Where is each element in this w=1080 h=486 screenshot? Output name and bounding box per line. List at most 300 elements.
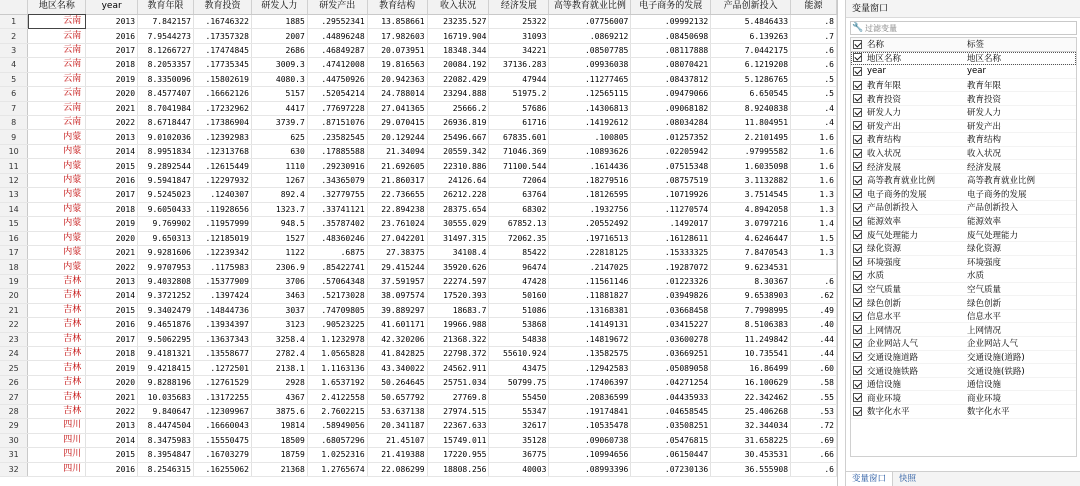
table-cell[interactable]: 71100.544 (489, 159, 549, 173)
variable-row[interactable] (851, 79, 1076, 93)
table-cell[interactable]: 55347 (489, 404, 549, 418)
table-cell[interactable]: .1240307 (193, 188, 251, 202)
table-cell[interactable]: 6.650545 (711, 87, 791, 101)
table-cell[interactable]: 27.38375 (367, 245, 427, 259)
table-cell[interactable]: 1.0252316 (307, 448, 367, 462)
column-header[interactable]: 经济发展 (489, 0, 549, 14)
table-row[interactable] (0, 390, 837, 404)
table-cell[interactable]: .08993396 (549, 462, 631, 476)
table-cell[interactable]: 2019 (86, 361, 138, 375)
table-cell[interactable]: .03668458 (631, 303, 711, 317)
column-header[interactable]: 研发人力 (251, 0, 307, 14)
row-number[interactable]: 3 (0, 43, 28, 57)
table-cell[interactable]: 22.736655 (367, 188, 427, 202)
variable-row[interactable] (851, 92, 1076, 106)
table-cell[interactable]: 2022 (86, 116, 138, 130)
cell-region[interactable]: 内蒙 (28, 130, 86, 144)
variable-checkbox[interactable] (853, 176, 862, 185)
row-number[interactable]: 31 (0, 448, 28, 462)
table-cell[interactable]: .52173028 (307, 289, 367, 303)
table-cell[interactable]: .10719926 (631, 188, 711, 202)
row-number[interactable]: 22 (0, 318, 28, 332)
table-cell[interactable]: 72062.35 (489, 231, 549, 245)
table-cell[interactable]: .53 (791, 404, 837, 418)
table-cell[interactable]: 625 (251, 130, 307, 144)
table-cell[interactable]: 18683.7 (427, 303, 489, 317)
table-cell[interactable]: 54838 (489, 332, 549, 346)
table-cell[interactable]: 16.86499 (711, 361, 791, 375)
variable-list[interactable] (850, 37, 1077, 457)
table-cell[interactable]: .2147025 (549, 260, 631, 274)
table-cell[interactable]: .16746322 (193, 14, 251, 28)
table-cell[interactable]: 2.2101495 (711, 130, 791, 144)
table-cell[interactable]: 2017 (86, 43, 138, 57)
cell-region[interactable]: 四川 (28, 448, 86, 462)
table-cell[interactable]: .10535478 (549, 419, 631, 433)
variable-checkbox[interactable] (853, 217, 862, 226)
table-cell[interactable]: 31.658225 (711, 433, 791, 447)
variable-checkbox[interactable] (853, 298, 862, 307)
table-cell[interactable]: 2013 (86, 130, 138, 144)
table-cell[interactable]: 24.788014 (367, 87, 427, 101)
table-cell[interactable]: 26212.228 (427, 188, 489, 202)
cell-region[interactable]: 四川 (28, 433, 86, 447)
cell-region[interactable]: 吉林 (28, 375, 86, 389)
table-row[interactable] (0, 130, 837, 144)
variable-checkbox[interactable] (853, 67, 862, 76)
table-row[interactable] (0, 303, 837, 317)
table-cell[interactable]: 31497.315 (427, 231, 489, 245)
table-cell[interactable]: 3123 (251, 318, 307, 332)
filter-box[interactable] (850, 21, 1077, 35)
table-cell[interactable]: .33741121 (307, 202, 367, 216)
table-cell[interactable]: .4 (791, 116, 837, 130)
table-cell[interactable]: .34365079 (307, 173, 367, 187)
table-cell[interactable]: 9.3721252 (138, 289, 194, 303)
table-cell[interactable]: 36775 (489, 448, 549, 462)
table-row[interactable] (0, 332, 837, 346)
table-cell[interactable]: .12297932 (193, 173, 251, 187)
cell-region[interactable]: 内蒙 (28, 245, 86, 259)
cell-region[interactable]: 吉林 (28, 347, 86, 361)
cell-region[interactable]: 四川 (28, 462, 86, 476)
table-cell[interactable]: 1.3 (791, 188, 837, 202)
table-cell[interactable]: 37136.283 (489, 58, 549, 72)
table-cell[interactable]: 21.45107 (367, 433, 427, 447)
table-cell[interactable]: .17474845 (193, 43, 251, 57)
table-cell[interactable]: 1.6 (791, 144, 837, 158)
table-cell[interactable]: 1.3 (791, 202, 837, 216)
table-cell[interactable]: .04271254 (631, 375, 711, 389)
table-cell[interactable]: .12313768 (193, 144, 251, 158)
table-cell[interactable]: 55450 (489, 390, 549, 404)
table-cell[interactable]: 21.860317 (367, 173, 427, 187)
row-number[interactable]: 26 (0, 375, 28, 389)
table-cell[interactable]: 19.816563 (367, 58, 427, 72)
table-cell[interactable]: .03415227 (631, 318, 711, 332)
table-cell[interactable]: 1323.7 (251, 202, 307, 216)
table-cell[interactable]: .68057296 (307, 433, 367, 447)
row-number[interactable]: 16 (0, 231, 28, 245)
table-cell[interactable]: 30.453531 (711, 448, 791, 462)
variable-checkbox[interactable] (853, 94, 862, 103)
table-cell[interactable]: 17520.393 (427, 289, 489, 303)
tab-variables[interactable]: 变量窗口 (846, 472, 893, 486)
table-cell[interactable]: 9.2892544 (138, 159, 194, 173)
cell-region[interactable]: 内蒙 (28, 159, 86, 173)
table-cell[interactable]: .12392983 (193, 130, 251, 144)
table-cell[interactable]: 1267 (251, 173, 307, 187)
variable-row[interactable] (851, 310, 1076, 324)
table-cell[interactable]: .1397424 (193, 289, 251, 303)
table-cell[interactable]: .14149131 (549, 318, 631, 332)
table-cell[interactable]: 40003 (489, 462, 549, 476)
table-cell[interactable]: 41.601171 (367, 318, 427, 332)
table-cell[interactable]: 8.2053357 (138, 58, 194, 72)
table-cell[interactable]: 10.035683 (138, 390, 194, 404)
table-cell[interactable]: 3.1132882 (711, 173, 791, 187)
table-cell[interactable]: 9.6538903 (711, 289, 791, 303)
table-cell[interactable]: 8.2546315 (138, 462, 194, 476)
variable-row[interactable] (851, 120, 1076, 134)
table-cell[interactable]: .09060738 (549, 433, 631, 447)
cell-region[interactable]: 内蒙 (28, 144, 86, 158)
row-number[interactable]: 12 (0, 173, 28, 187)
column-header[interactable]: 教育投资 (193, 0, 251, 14)
table-cell[interactable]: 18348.344 (427, 43, 489, 57)
row-number[interactable]: 21 (0, 303, 28, 317)
table-cell[interactable]: 2015 (86, 303, 138, 317)
table-cell[interactable]: .07515348 (631, 159, 711, 173)
table-cell[interactable]: 3875.6 (251, 404, 307, 418)
table-cell[interactable]: 9.5245023 (138, 188, 194, 202)
table-cell[interactable]: .57064348 (307, 274, 367, 288)
table-cell[interactable]: 6.1219208 (711, 58, 791, 72)
variable-checkbox[interactable] (853, 162, 862, 171)
row-number[interactable]: 2 (0, 29, 28, 43)
table-cell[interactable]: 2.7602215 (307, 404, 367, 418)
table-cell[interactable]: .66 (791, 448, 837, 462)
table-cell[interactable]: .15377909 (193, 274, 251, 288)
table-cell[interactable]: 1.1232978 (307, 332, 367, 346)
table-cell[interactable]: .13637343 (193, 332, 251, 346)
table-cell[interactable]: 50.264645 (367, 375, 427, 389)
table-cell[interactable]: .77697228 (307, 101, 367, 115)
variable-row[interactable] (851, 296, 1076, 310)
row-number[interactable]: 9 (0, 130, 28, 144)
row-number[interactable]: 13 (0, 188, 28, 202)
row-number[interactable]: 8 (0, 116, 28, 130)
row-number[interactable]: 29 (0, 419, 28, 433)
table-cell[interactable]: .46849287 (307, 43, 367, 57)
table-row[interactable] (0, 87, 837, 101)
variable-checkbox[interactable] (853, 284, 862, 293)
table-cell[interactable]: .18279516 (549, 173, 631, 187)
table-cell[interactable]: 43475 (489, 361, 549, 375)
table-cell[interactable]: 9.5941847 (138, 173, 194, 187)
variable-checkbox[interactable] (853, 203, 862, 212)
table-cell[interactable]: .08070421 (631, 58, 711, 72)
table-row[interactable] (0, 433, 837, 447)
table-cell[interactable]: 19966.988 (427, 318, 489, 332)
table-cell[interactable]: 1.6537192 (307, 375, 367, 389)
column-header[interactable]: 电子商务的发展 (631, 0, 711, 14)
table-cell[interactable]: 85422 (489, 245, 549, 259)
table-cell[interactable]: 29.415244 (367, 260, 427, 274)
table-cell[interactable]: .07230136 (631, 462, 711, 476)
table-cell[interactable]: 4.6246447 (711, 231, 791, 245)
column-header[interactable]: 高等教育就业比例 (549, 0, 631, 14)
table-cell[interactable]: 3009.3 (251, 58, 307, 72)
table-cell[interactable]: 2018 (86, 347, 138, 361)
variable-row[interactable] (851, 147, 1076, 161)
table-cell[interactable]: 9.4218415 (138, 361, 194, 375)
variable-row[interactable] (851, 52, 1076, 66)
column-header[interactable]: 研发产出 (307, 0, 367, 14)
table-cell[interactable]: 20.073951 (367, 43, 427, 57)
table-cell[interactable]: 21.419388 (367, 448, 427, 462)
table-cell[interactable]: 2020 (86, 231, 138, 245)
cell-region[interactable]: 吉林 (28, 332, 86, 346)
table-cell[interactable]: 8.30367 (711, 274, 791, 288)
cell-region[interactable]: 吉林 (28, 303, 86, 317)
table-cell[interactable]: 2016 (86, 173, 138, 187)
table-cell[interactable]: 1.6 (791, 159, 837, 173)
variable-row[interactable] (851, 65, 1076, 79)
table-cell[interactable]: .7 (791, 29, 837, 43)
table-cell[interactable]: 2928 (251, 375, 307, 389)
table-cell[interactable]: .6 (791, 274, 837, 288)
table-cell[interactable]: .11957999 (193, 217, 251, 231)
table-cell[interactable]: .11277465 (549, 72, 631, 86)
table-cell[interactable]: .12615449 (193, 159, 251, 173)
table-cell[interactable]: 68302 (489, 202, 549, 216)
table-row[interactable] (0, 347, 837, 361)
table-cell[interactable]: 22367.633 (427, 419, 489, 433)
table-cell[interactable]: .1614436 (549, 159, 631, 173)
table-cell[interactable]: 7.0442175 (711, 43, 791, 57)
table-cell[interactable]: .14844736 (193, 303, 251, 317)
variable-checkbox[interactable] (853, 271, 862, 280)
cell-region[interactable]: 吉林 (28, 289, 86, 303)
table-cell[interactable]: 2021 (86, 245, 138, 259)
table-cell[interactable]: 1122 (251, 245, 307, 259)
row-number[interactable]: 27 (0, 390, 28, 404)
table-row[interactable] (0, 217, 837, 231)
variable-checkbox[interactable] (853, 407, 862, 416)
table-cell[interactable]: 9.4651876 (138, 318, 194, 332)
table-row[interactable] (0, 72, 837, 86)
table-cell[interactable]: 9.9707953 (138, 260, 194, 274)
column-header[interactable]: 收入状况 (427, 0, 489, 14)
table-cell[interactable]: .13934397 (193, 318, 251, 332)
table-cell[interactable]: 2013 (86, 14, 138, 28)
cell-region[interactable]: 内蒙 (28, 202, 86, 216)
table-cell[interactable]: 8.3954847 (138, 448, 194, 462)
table-cell[interactable]: 17.982603 (367, 29, 427, 43)
table-cell[interactable]: 2138.1 (251, 361, 307, 375)
cell-region[interactable]: 云南 (28, 43, 86, 57)
table-cell[interactable]: .35787402 (307, 217, 367, 231)
table-cell[interactable]: 1.4 (791, 217, 837, 231)
table-cell[interactable]: 23.761024 (367, 217, 427, 231)
cell-region[interactable]: 吉林 (28, 361, 86, 375)
table-cell[interactable]: 10.735541 (711, 347, 791, 361)
table-cell[interactable]: 2019 (86, 217, 138, 231)
table-row[interactable] (0, 462, 837, 476)
row-number[interactable]: 7 (0, 101, 28, 115)
variable-row[interactable] (851, 283, 1076, 297)
variable-row[interactable] (851, 133, 1076, 147)
cell-region[interactable]: 吉林 (28, 274, 86, 288)
table-cell[interactable]: .20836599 (549, 390, 631, 404)
table-cell[interactable]: 2019 (86, 72, 138, 86)
table-cell[interactable]: 22310.886 (427, 159, 489, 173)
table-cell[interactable]: .87151076 (307, 116, 367, 130)
table-cell[interactable]: 25666.2 (427, 101, 489, 115)
table-row[interactable] (0, 318, 837, 332)
table-cell[interactable]: .05089058 (631, 361, 711, 375)
table-cell[interactable]: .74709805 (307, 303, 367, 317)
table-cell[interactable]: 47428 (489, 274, 549, 288)
cell-region[interactable]: 云南 (28, 14, 86, 28)
table-cell[interactable]: 1.6 (791, 173, 837, 187)
table-cell[interactable]: .08034284 (631, 116, 711, 130)
table-cell[interactable]: 9.5062295 (138, 332, 194, 346)
row-number[interactable]: 30 (0, 433, 28, 447)
table-cell[interactable]: 2007 (251, 29, 307, 43)
table-cell[interactable]: 8.1266727 (138, 43, 194, 57)
table-row[interactable] (0, 448, 837, 462)
table-cell[interactable]: .05476815 (631, 433, 711, 447)
table-row[interactable] (0, 289, 837, 303)
table-cell[interactable]: .12942583 (549, 361, 631, 375)
table-cell[interactable]: .02205942 (631, 144, 711, 158)
table-cell[interactable]: .03508251 (631, 419, 711, 433)
table-cell[interactable]: 20084.192 (427, 58, 489, 72)
cell-region[interactable]: 云南 (28, 72, 86, 86)
table-cell[interactable]: .09992132 (631, 14, 711, 28)
cell-region[interactable]: 吉林 (28, 318, 86, 332)
table-cell[interactable]: 9.650313 (138, 231, 194, 245)
table-cell[interactable]: 21368 (251, 462, 307, 476)
cell-region[interactable]: 吉林 (28, 390, 86, 404)
variable-checkbox[interactable] (853, 230, 862, 239)
table-cell[interactable]: .09479066 (631, 87, 711, 101)
table-cell[interactable]: 2016 (86, 318, 138, 332)
variable-checkbox[interactable] (853, 312, 862, 321)
table-cell[interactable]: 3.0797216 (711, 217, 791, 231)
table-cell[interactable]: .48360246 (307, 231, 367, 245)
table-cell[interactable]: 7.842157 (138, 14, 194, 28)
table-row[interactable] (0, 14, 837, 28)
table-cell[interactable]: .0869212 (549, 29, 631, 43)
table-cell[interactable]: 13.858661 (367, 14, 427, 28)
table-cell[interactable]: .13168381 (549, 303, 631, 317)
table-cell[interactable]: 30555.029 (427, 217, 489, 231)
row-number[interactable]: 18 (0, 260, 28, 274)
table-cell[interactable]: .47412008 (307, 58, 367, 72)
table-cell[interactable]: .16660043 (193, 419, 251, 433)
column-header[interactable]: 教育结构 (367, 0, 427, 14)
table-cell[interactable]: 36.555908 (711, 462, 791, 476)
table-cell[interactable]: 1.1163136 (307, 361, 367, 375)
table-cell[interactable]: 2021 (86, 101, 138, 115)
table-row[interactable] (0, 29, 837, 43)
table-cell[interactable]: .09936038 (549, 58, 631, 72)
table-cell[interactable]: 1885 (251, 14, 307, 28)
table-cell[interactable]: .08507785 (549, 43, 631, 57)
table-cell[interactable]: .17406397 (549, 375, 631, 389)
row-number[interactable]: 19 (0, 274, 28, 288)
variable-row[interactable] (851, 160, 1076, 174)
table-cell[interactable]: .19287072 (631, 260, 711, 274)
table-cell[interactable]: 2021 (86, 390, 138, 404)
table-row[interactable] (0, 231, 837, 245)
table-cell[interactable]: 1.6 (791, 130, 837, 144)
table-cell[interactable]: .5 (791, 87, 837, 101)
table-cell[interactable]: 27769.8 (427, 390, 489, 404)
table-cell[interactable]: 27.041365 (367, 101, 427, 115)
filter-input[interactable] (865, 24, 1065, 33)
table-cell[interactable]: 2016 (86, 462, 138, 476)
table-cell[interactable]: 2022 (86, 404, 138, 418)
table-cell[interactable]: 25496.667 (427, 130, 489, 144)
table-cell[interactable]: 9.0102036 (138, 130, 194, 144)
variable-row[interactable] (851, 378, 1076, 392)
table-cell[interactable]: 28375.654 (427, 202, 489, 216)
table-cell[interactable]: 53868 (489, 318, 549, 332)
tab-snapshots[interactable]: 快照 (899, 474, 917, 484)
table-cell[interactable]: .07756007 (549, 14, 631, 28)
variable-row[interactable] (851, 323, 1076, 337)
table-row[interactable] (0, 419, 837, 433)
table-cell[interactable]: .08450698 (631, 29, 711, 43)
table-cell[interactable]: 2686 (251, 43, 307, 57)
wrench-icon[interactable]: 🔧 (852, 23, 864, 33)
table-cell[interactable]: 1.2765674 (307, 462, 367, 476)
table-row[interactable] (0, 260, 837, 274)
table-cell[interactable]: 9.840647 (138, 404, 194, 418)
variable-row[interactable] (851, 269, 1076, 283)
table-cell[interactable]: 53.637138 (367, 404, 427, 418)
table-cell[interactable]: 1527 (251, 231, 307, 245)
table-cell[interactable]: .23582545 (307, 130, 367, 144)
table-cell[interactable]: .60 (791, 361, 837, 375)
table-cell[interactable]: 32.344034 (711, 419, 791, 433)
table-cell[interactable]: 2782.4 (251, 347, 307, 361)
table-cell[interactable]: 32617 (489, 419, 549, 433)
variable-row[interactable] (851, 174, 1076, 188)
table-row[interactable] (0, 43, 837, 57)
table-cell[interactable]: 47944 (489, 72, 549, 86)
table-row[interactable] (0, 58, 837, 72)
table-cell[interactable]: 1.3 (791, 245, 837, 259)
table-cell[interactable]: 2016 (86, 29, 138, 43)
table-cell[interactable]: .100805 (549, 130, 631, 144)
table-cell[interactable]: 61716 (489, 116, 549, 130)
table-cell[interactable]: 3706 (251, 274, 307, 288)
table-cell[interactable]: 892.4 (251, 188, 307, 202)
table-cell[interactable]: .97995582 (711, 144, 791, 158)
variable-checkbox[interactable] (853, 53, 862, 62)
table-cell[interactable]: .11270574 (631, 202, 711, 216)
table-cell[interactable]: .22818125 (549, 245, 631, 259)
table-cell[interactable]: 35128 (489, 433, 549, 447)
table-cell[interactable]: 4367 (251, 390, 307, 404)
table-cell[interactable]: 42.320206 (367, 332, 427, 346)
table-cell[interactable]: .17232962 (193, 101, 251, 115)
